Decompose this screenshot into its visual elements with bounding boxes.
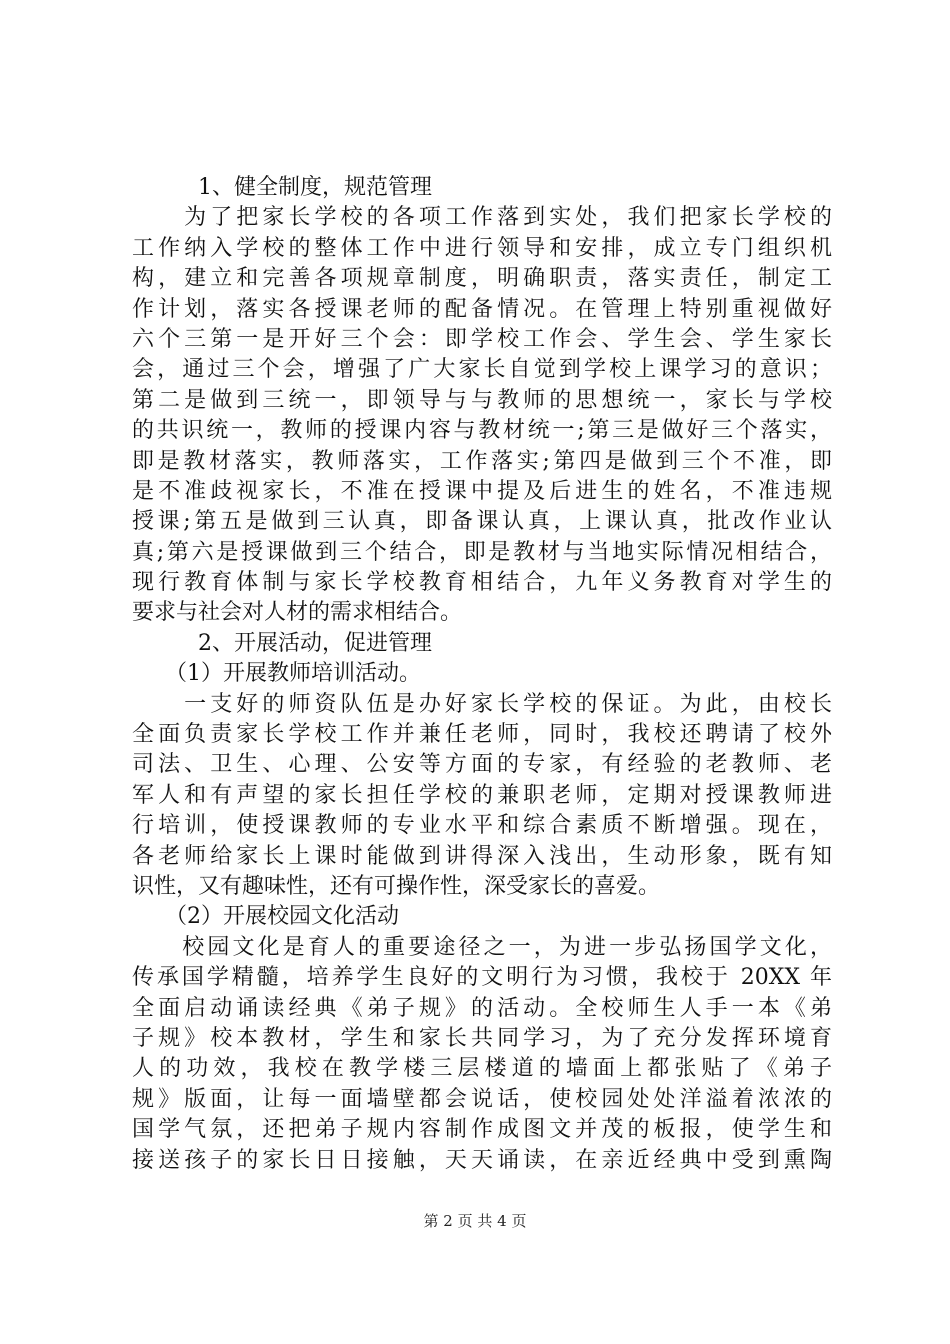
text-line: 六个三第一是开好三个会：即学校工作会、学生会、学生家长: [132, 326, 832, 352]
text-line: 军人和有声望的家长担任学校的兼职老师，定期对授课教师进: [132, 782, 832, 808]
text-line: 接送孩子的家长日日接触，天天诵读，在亲近经典中受到熏陶: [132, 1147, 832, 1173]
text-line: 授课;第五是做到三认真，即备课认真，上课认真，批改作业认: [132, 509, 832, 535]
text-line: 校园文化是育人的重要途径之一，为进一步弘扬国学文化，: [132, 934, 832, 960]
text-line: 1、健全制度，规范管理: [132, 175, 432, 200]
text-line: 工作纳入学校的整体工作中进行领导和安排，成立专门组织机: [132, 235, 832, 261]
text-line: 第二是做到三统一，即领导与与教师的思想统一，家长与学校: [132, 387, 832, 413]
text-line: 子规》校本教材，学生和家长共同学习，为了充分发挥环境育: [132, 1025, 832, 1051]
text-line: 即是教材落实，教师落实，工作落实;第四是做到三个不准，即: [132, 448, 832, 474]
text-line: 传承国学精髓，培养学生良好的文明行为习惯，我校于 20XX 年: [132, 965, 832, 991]
text-line: 人的功效，我校在教学楼三层楼道的墙面上都张贴了《弟子: [132, 1056, 832, 1082]
text-line: 司法、卫生、心理、公安等方面的专家，有经验的老教师、老: [132, 752, 832, 778]
text-line: 各老师给家长上课时能做到讲得深入浅出，生动形象，既有知: [132, 843, 832, 869]
text-line: 行培训，使授课教师的专业水平和综合素质不断增强。现在，: [132, 813, 832, 839]
text-line: 全面启动诵读经典《弟子规》的活动。全校师生人手一本《弟: [132, 995, 832, 1021]
document-body: [132, 173, 832, 1176]
text-line: 规》版面，让每一面墙壁都会说话，使校园处处洋溢着浓浓的: [132, 1086, 832, 1112]
text-line: 会，通过三个会，增强了广大家长自觉到学校上课学习的意识；: [132, 357, 832, 383]
text-line: 2、开展活动，促进管理: [132, 630, 432, 656]
text-line: 要求与社会对人材的需求相结合。: [132, 600, 463, 626]
text-line: 国学气氛，还把弟子规内容制作成图文并茂的板报，使学生和: [132, 1117, 832, 1143]
text-line: （1）开展教师培训活动。: [132, 661, 421, 687]
text-line: 作计划，落实各授课老师的配备情况。在管理上特别重视做好: [132, 296, 832, 322]
page-number-footer: 第 2 页 共 4 页: [423, 1212, 527, 1230]
text-line: 是不准歧视家长，不准在授课中提及后进生的姓名，不准违规: [132, 478, 832, 504]
text-line: 一支好的师资队伍是办好家长学校的保证。为此，由校长: [132, 691, 832, 717]
text-line: 全面负责家长学校工作并兼任老师，同时，我校还聘请了校外: [132, 722, 832, 748]
text-line: 构，建立和完善各项规章制度，明确职责，落实责任，制定工: [132, 266, 832, 292]
text-line: 真;第六是授课做到三个结合，即是教材与当地实际情况相结合，: [132, 539, 832, 565]
text-line: 现行教育体制与家长学校教育相结合，九年义务教育对学生的: [132, 570, 832, 596]
text-line: 的共识统一，教师的授课内容与教材统一;第三是做好三个落实，: [132, 418, 832, 444]
text-line: （2）开展校园文化活动: [132, 904, 399, 930]
text-line: 为了把家长学校的各项工作落到实处，我们把家长学校的: [132, 205, 832, 231]
text-line: 识性，又有趣味性，还有可操作性，深受家长的喜爱。: [132, 873, 661, 899]
